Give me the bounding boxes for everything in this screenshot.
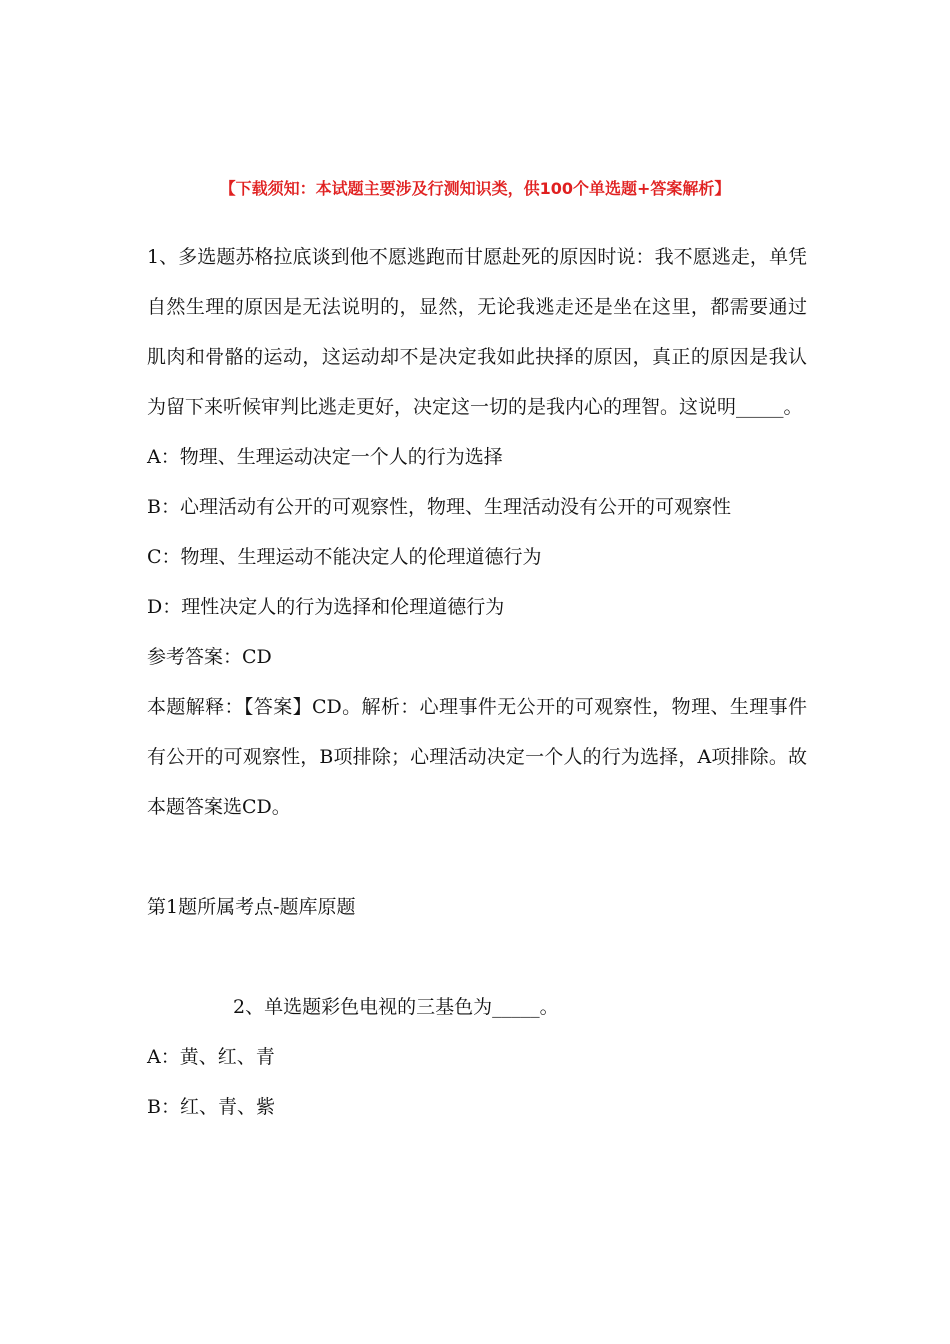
knowledge-point: 第1题所属考点-题库原题 (147, 896, 356, 918)
spacer (147, 832, 807, 882)
option-d: D：理性决定人的行为选择和伦理道德行为 (147, 596, 505, 618)
question-1 (147, 232, 807, 932)
option-b: B：红、青、紫 (147, 1096, 275, 1118)
reference-answer: 参考答案：CD (147, 646, 272, 668)
question-stem: 1、多选题苏格拉底谈到他不愿逃跑而甘愿赴死的原因时说：我不愿逃走，单凭自然生理的原因是无法说明的，显然，无论我逃走还是坐在这里，都需要通过肌肉和骨骼的运动，这运动却不是决定我如此抉择的原因，真正的原因是我认为留下来听候审判比逃走更好，决定这一切的是我内心的理智。这说明_____。 (147, 246, 807, 418)
spacer (147, 932, 807, 982)
download-notice: 【下载须知：本试题主要涉及行测知识类，供100个单选题+答案解析】 (219, 179, 731, 198)
question-2 (147, 982, 807, 1132)
answer-explanation: 本题解释：【答案】CD。解析：心理事件无公开的可观察性，物理、生理事件有公开的可观察性，B项排除；心理活动决定一个人的行为选择，A项排除。故本题答案选CD。 (147, 696, 807, 818)
option-a: A：黄、红、青 (147, 1046, 275, 1068)
option-c: C：物理、生理运动不能决定人的伦理道德行为 (147, 546, 542, 568)
question-list (147, 232, 807, 1132)
question-stem: 2、单选题彩色电视的三基色为_____。 (233, 996, 559, 1018)
option-a: A：物理、生理运动决定一个人的行为选择 (147, 446, 503, 468)
option-b: B：心理活动有公开的可观察性，物理、生理活动没有公开的可观察性 (147, 496, 731, 518)
